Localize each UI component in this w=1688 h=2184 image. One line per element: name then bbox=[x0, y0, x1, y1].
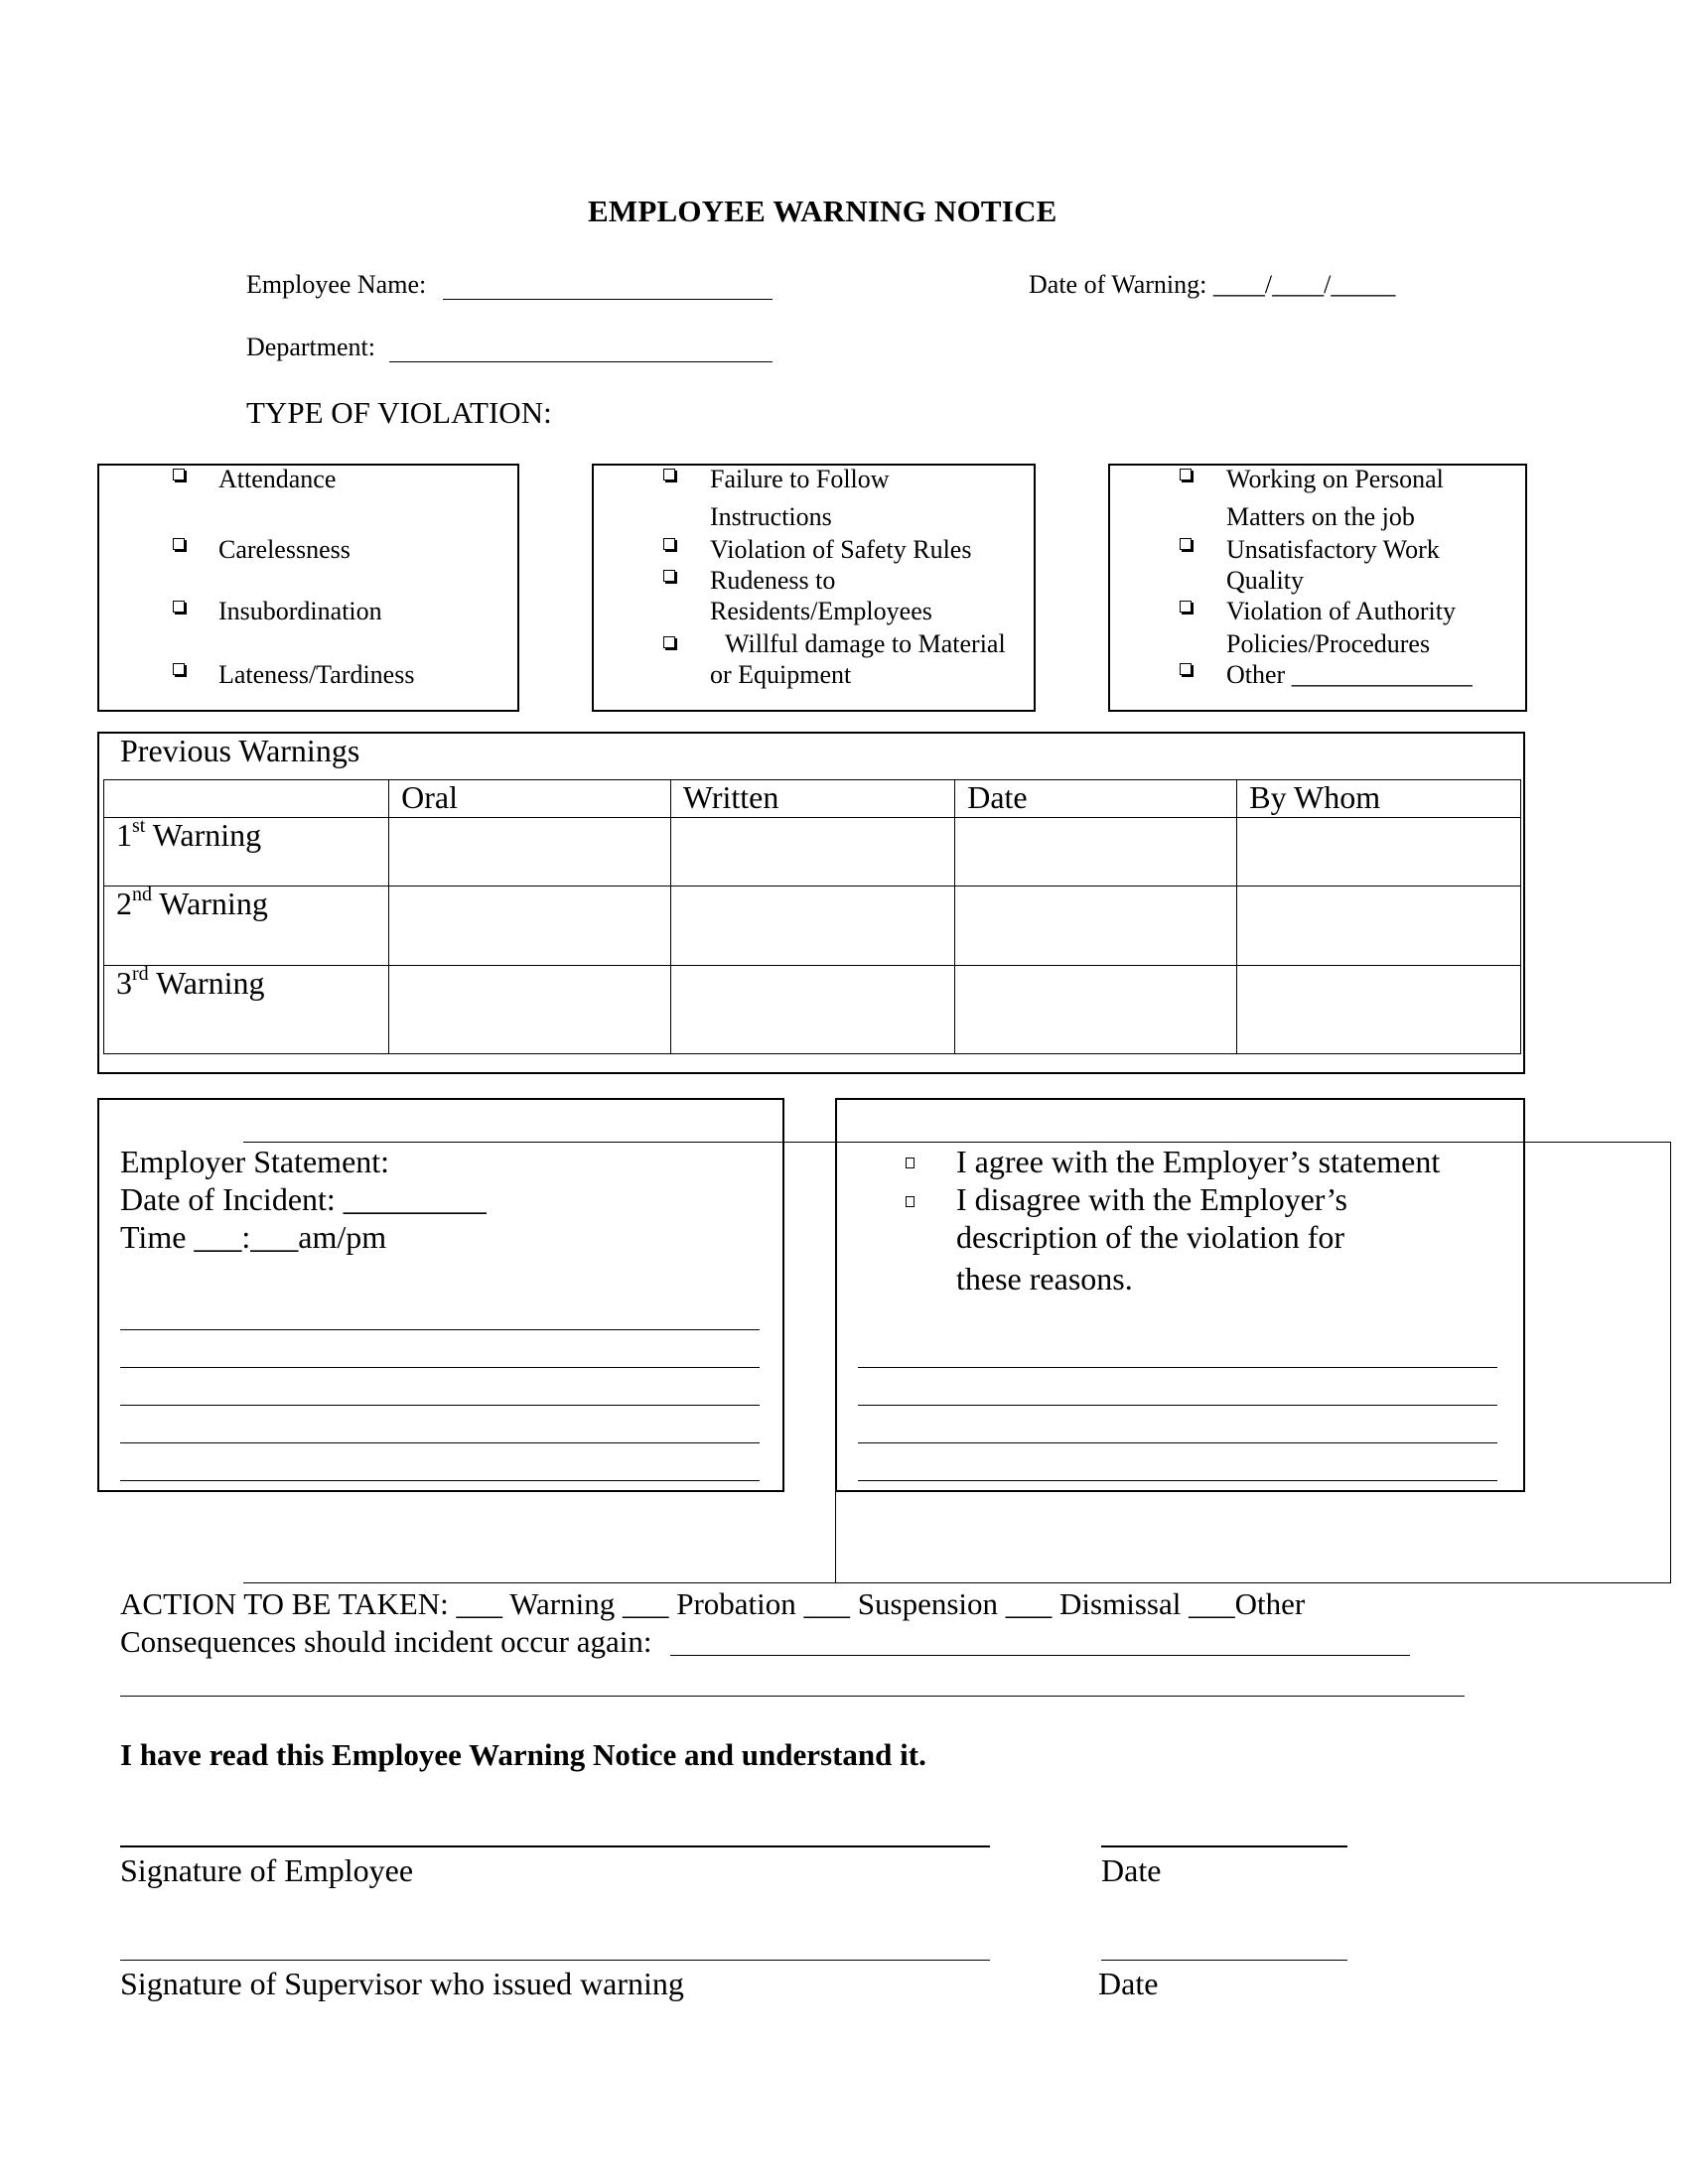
previous-warnings-heading: Previous Warnings bbox=[120, 733, 360, 768]
action-probation-blank[interactable]: ___ bbox=[622, 1586, 669, 1621]
checkbox-authority[interactable] bbox=[1180, 601, 1192, 613]
cell-date[interactable] bbox=[955, 818, 1237, 887]
cell-written[interactable] bbox=[670, 966, 954, 1054]
disagree-l1: I disagree with the Employer’s bbox=[956, 1181, 1347, 1217]
cell-oral[interactable] bbox=[389, 818, 671, 887]
action-other-blank[interactable]: ___ bbox=[1189, 1586, 1235, 1621]
employer-statement-heading: Employer Statement: bbox=[120, 1144, 390, 1179]
checkbox-failure-to-follow[interactable] bbox=[663, 469, 675, 480]
violation-unsat-l2: Quality bbox=[1226, 566, 1304, 595]
violation-willful-l2: or Equipment bbox=[710, 660, 852, 689]
time-field[interactable]: ___:___am/pm bbox=[194, 1219, 387, 1255]
frame-line-right bbox=[1670, 1142, 1671, 1583]
date-of-incident-field[interactable]: _________ bbox=[343, 1181, 487, 1217]
supervisor-date-label: Date bbox=[1098, 1966, 1159, 2001]
table-row bbox=[104, 818, 1521, 887]
supervisor-signature-label: Signature of Supervisor who issued warning bbox=[120, 1966, 684, 2001]
action-warning-blank[interactable]: ___ bbox=[456, 1586, 503, 1621]
action-other: Other bbox=[1234, 1586, 1306, 1621]
violation-willful-l1: Willful damage to Material bbox=[725, 629, 1006, 658]
employee-date-line[interactable] bbox=[1101, 1845, 1347, 1847]
time-label: Time ___:___am/pm bbox=[120, 1219, 387, 1255]
disagree-l3: these reasons. bbox=[956, 1261, 1133, 1297]
warning-row-label: 1st Warning bbox=[104, 818, 389, 887]
checkbox-personal-matters[interactable] bbox=[1180, 469, 1192, 480]
violation-other-field[interactable]: ______________ bbox=[1291, 660, 1473, 689]
statement-line-1[interactable] bbox=[120, 1329, 760, 1330]
action-dismissal-blank[interactable]: ___ bbox=[1005, 1586, 1053, 1621]
checkbox-insubordination[interactable] bbox=[173, 601, 185, 613]
frame-line-left bbox=[835, 1492, 836, 1583]
violation-safety-rules: Violation of Safety Rules bbox=[710, 535, 972, 564]
column-written: Written bbox=[670, 780, 954, 818]
action-probation: Probation bbox=[676, 1586, 796, 1621]
date-of-warning-label: Date of Warning: ____/____/_____ bbox=[1029, 270, 1396, 299]
statement-line-2[interactable] bbox=[120, 1367, 760, 1368]
action-suspension-blank[interactable]: ___ bbox=[803, 1586, 851, 1621]
disagree-l2: description of the violation for bbox=[956, 1219, 1345, 1255]
cell-oral[interactable] bbox=[389, 966, 671, 1054]
consequences-label: Consequences should incident occur again: bbox=[120, 1624, 652, 1659]
type-of-violation-heading: TYPE OF VIOLATION: bbox=[246, 395, 552, 430]
frame-line-top bbox=[243, 1142, 1671, 1143]
statement-line-5[interactable] bbox=[120, 1480, 760, 1481]
cell-by-whom[interactable] bbox=[1237, 818, 1521, 887]
checkbox-rudeness[interactable] bbox=[663, 570, 675, 582]
previous-warnings-table bbox=[103, 779, 1521, 1054]
cell-date[interactable] bbox=[955, 887, 1237, 966]
violation-failure-l2: Instructions bbox=[710, 502, 832, 531]
violation-authority-l1: Violation of Authority bbox=[1226, 597, 1456, 625]
statement-line-4[interactable] bbox=[120, 1442, 760, 1443]
cell-oral[interactable] bbox=[389, 887, 671, 966]
employee-signature-line[interactable] bbox=[120, 1845, 990, 1847]
statement-line-3[interactable] bbox=[120, 1405, 760, 1406]
agree-statement: I agree with the Employer’s statement bbox=[956, 1144, 1441, 1179]
violation-authority-l2: Policies/Procedures bbox=[1226, 629, 1431, 658]
date-of-incident-label: Date of Incident: _________ bbox=[120, 1181, 487, 1217]
checkbox-other[interactable] bbox=[1180, 663, 1192, 675]
employee-signature-label: Signature of Employee bbox=[120, 1852, 414, 1888]
department-label: Department: bbox=[246, 333, 375, 361]
violation-personal-l2: Matters on the job bbox=[1226, 502, 1415, 531]
violation-insubordination: Insubordination bbox=[218, 597, 382, 625]
column-oral: Oral bbox=[389, 780, 671, 818]
warning-row-label: 2nd Warning bbox=[104, 887, 389, 966]
violation-other: Other ______________ bbox=[1226, 660, 1473, 689]
action-label: ACTION TO BE TAKEN: bbox=[120, 1586, 449, 1621]
checkbox-unsatisfactory[interactable] bbox=[1180, 538, 1192, 550]
violation-failure-l1: Failure to Follow bbox=[710, 465, 890, 493]
acknowledgement-statement: I have read this Employee Warning Notice and understand it. bbox=[120, 1737, 926, 1772]
reasons-line-2[interactable] bbox=[858, 1405, 1497, 1406]
violation-rudeness-l2: Residents/Employees bbox=[710, 597, 932, 625]
reasons-line-4[interactable] bbox=[858, 1480, 1497, 1481]
checkbox-disagree[interactable] bbox=[906, 1196, 914, 1207]
cell-by-whom[interactable] bbox=[1237, 966, 1521, 1054]
checkbox-safety-rules[interactable] bbox=[663, 538, 675, 550]
cell-date[interactable] bbox=[955, 966, 1237, 1054]
table-header-blank bbox=[104, 780, 389, 818]
column-date: Date bbox=[955, 780, 1237, 818]
consequences-field[interactable] bbox=[670, 1655, 1410, 1656]
cell-written[interactable] bbox=[670, 818, 954, 887]
cell-by-whom[interactable] bbox=[1237, 887, 1521, 966]
checkbox-attendance[interactable] bbox=[173, 469, 185, 480]
employee-date-label: Date bbox=[1101, 1852, 1162, 1888]
employee-name-field[interactable] bbox=[443, 298, 773, 300]
checkbox-carelessness[interactable] bbox=[173, 538, 185, 550]
column-by-whom: By Whom bbox=[1237, 780, 1521, 818]
checkbox-willful-damage[interactable] bbox=[663, 636, 675, 648]
action-to-be-taken bbox=[120, 1586, 1305, 1622]
supervisor-signature-line[interactable] bbox=[120, 1960, 990, 1961]
action-suspension: Suspension bbox=[857, 1586, 999, 1621]
date-of-warning-field[interactable]: ____/____/_____ bbox=[1212, 270, 1396, 299]
violation-attendance: Attendance bbox=[218, 465, 337, 493]
violation-lateness: Lateness/Tardiness bbox=[218, 660, 415, 689]
table-row bbox=[104, 887, 1521, 966]
warning-row-label: 3rd Warning bbox=[104, 966, 389, 1054]
action-warning: Warning bbox=[509, 1586, 616, 1621]
cell-written[interactable] bbox=[670, 887, 954, 966]
frame-line-bottom bbox=[243, 1582, 1671, 1583]
reasons-line-1[interactable] bbox=[858, 1367, 1497, 1368]
page-title: EMPLOYEE WARNING NOTICE bbox=[588, 194, 1057, 228]
violation-unsat-l1: Unsatisfactory Work bbox=[1226, 535, 1440, 564]
checkbox-agree[interactable] bbox=[906, 1158, 914, 1168]
violation-carelessness: Carelessness bbox=[218, 535, 351, 564]
violation-rudeness-l1: Rudeness to bbox=[710, 566, 836, 595]
department-field[interactable] bbox=[389, 360, 773, 362]
action-dismissal: Dismissal bbox=[1059, 1586, 1182, 1621]
consequences-line-2[interactable] bbox=[120, 1696, 1465, 1697]
violation-personal-l1: Working on Personal bbox=[1226, 465, 1444, 493]
supervisor-date-line[interactable] bbox=[1101, 1960, 1347, 1961]
checkbox-lateness[interactable] bbox=[173, 663, 185, 675]
employee-name-label: Employee Name: bbox=[246, 270, 427, 299]
reasons-line-3[interactable] bbox=[858, 1442, 1497, 1443]
table-row bbox=[104, 966, 1521, 1054]
